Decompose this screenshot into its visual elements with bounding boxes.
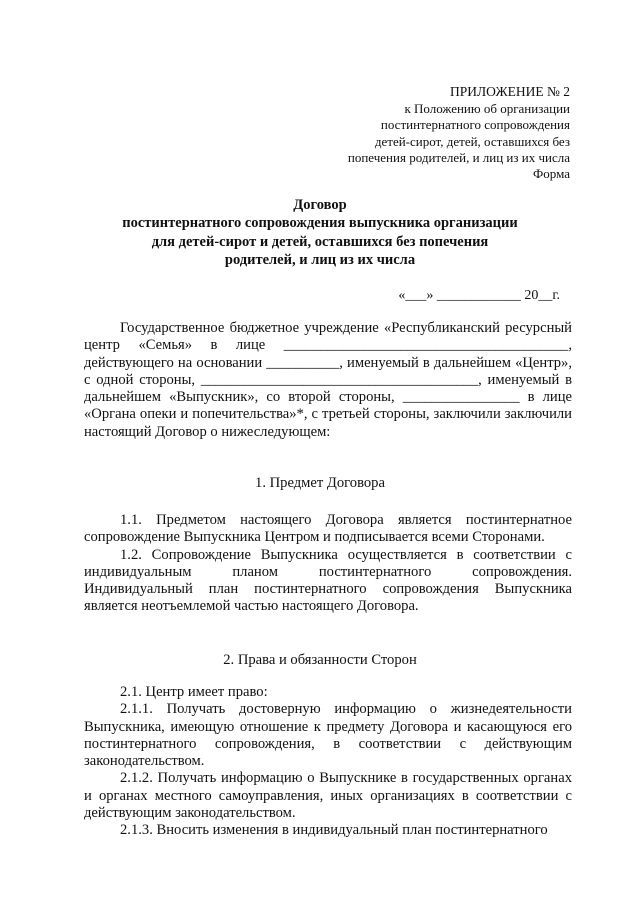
paragraph-2-1-3: 2.1.3. Вносить изменения в индивидуальный план постинтернатного	[120, 822, 548, 839]
title-line: Договор	[293, 197, 347, 213]
title-line: постинтернатного сопровождения выпускника организации	[122, 215, 518, 232]
document-title	[70, 196, 570, 270]
annex-block	[330, 84, 570, 167]
intro-paragraph: Государственное бюджетное учреждение «Республиканский ресурсный центр «Семья» в лице _______________________________________, действующего на основании __________, именуемый в дальнейшем «Центр», с одной стороны, ______________________________________, именуемый в дальнейшем «Выпускник», со второй стороны, ________________ в лице «Органа опеки и попечительства»*, с третьей стороны, заключили заключили настоящий Договор о нижеследующем:	[84, 320, 572, 440]
section2-body	[84, 684, 572, 840]
section1-body	[84, 512, 572, 616]
title-line: для детей-сирот и детей, оставшихся без попечения	[151, 233, 489, 250]
annex-line: детей-сирот, детей, оставшихся без	[374, 133, 570, 149]
section-heading-1: 1. Предмет Договора	[255, 475, 385, 491]
form-label: Форма	[533, 166, 570, 181]
paragraph-2-1-2: 2.1.2. Получать информацию о Выпускнике в государственных органах и органах местного самоуправления, иных организациях в соответствии с действующим законодательством.	[84, 770, 572, 822]
annex-line: постинтернатного сопровождения	[380, 117, 570, 133]
paragraph-2-1: 2.1. Центр имеет право:	[120, 684, 268, 700]
paragraph-1-2: 1.2. Сопровождение Выпускника осуществляется в соответствии с индивидуальным планом постинтернатного сопровождения. Индивидуальный план постинтернатного сопровождения Выпускника является неотъемлемой частью настоящего Договора.	[84, 546, 572, 615]
annex-line: попечения родителей, и лиц из их числа	[347, 150, 570, 166]
intro-block	[84, 320, 572, 441]
paragraph-1-1: 1.1. Предметом настоящего Договора является постинтернатное сопровождение Выпускника Центром и подписывается всеми Сторонами.	[84, 512, 572, 546]
section-heading-2: 2. Права и обязанности Сторон	[223, 652, 417, 668]
title-line: родителей, и лиц из их числа	[224, 252, 416, 269]
annex-line: к Положению об организации	[404, 100, 570, 116]
annex-header: ПРИЛОЖЕНИЕ № 2	[449, 84, 570, 99]
paragraph-2-1-1: 2.1.1. Получать достоверную информацию о жизнедеятельности Выпускника, имеющую отношение к предмету Договора и касающуюся его постинтернатного сопровождения, в соответствии с действующим законодательством.	[84, 701, 572, 770]
date-line: «___» ____________ 20__г.	[398, 288, 560, 303]
